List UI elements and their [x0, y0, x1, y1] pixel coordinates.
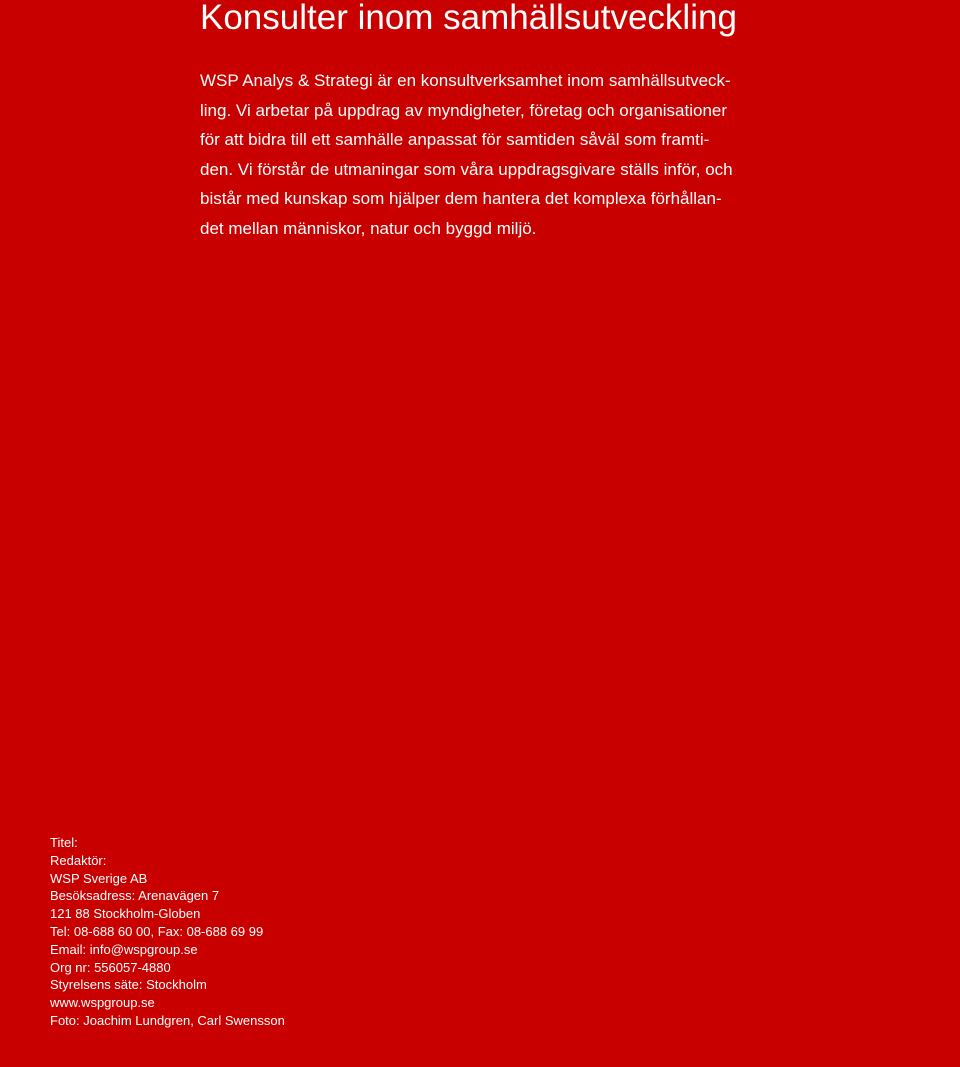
colophon-company: WSP Sverige AB — [50, 870, 148, 886]
colophon — [50, 834, 285, 1030]
colophon-title-label: Titel: — [50, 835, 78, 850]
intro-line-1: WSP Analys & Strategi är en konsultverksamhet inom samhällsutveck- — [200, 71, 731, 90]
intro-line-3: för att bidra till ett samhälle anpassat för samtiden såväl som framti- — [200, 130, 710, 149]
colophon-editor-label: Redaktör: — [50, 852, 107, 868]
colophon-board-seat: Styrelsens säte: Stockholm — [50, 977, 207, 993]
colophon-visiting-address: Besöksadress: Arenavägen 7 — [50, 888, 220, 904]
colophon-postal-address: 121 88 Stockholm-Globen — [50, 906, 201, 922]
page-title: Konsulter inom samhällsutveckling — [200, 0, 737, 37]
colophon-email: Email: info@wspgroup.se — [50, 941, 198, 957]
intro-line-5: bistår med kunskap som hjälper dem hantera det komplexa förhållan- — [200, 189, 722, 208]
intro-line-4: den. Vi förstår de utmaningar som våra uppdragsgivare ställs inför, och — [200, 159, 733, 179]
intro-line-6: det mellan människor, natur och byggd miljö. — [200, 218, 537, 238]
intro-line-2: ling. Vi arbetar på uppdrag av myndigheter, företag och organisationer — [200, 100, 728, 120]
colophon-phone-fax: Tel: 08-688 60 00, Fax: 08-688 69 99 — [50, 923, 264, 939]
intro-paragraph — [200, 66, 770, 243]
colophon-photo-credit: Foto: Joachim Lundgren, Carl Swensson — [50, 1012, 285, 1028]
colophon-website: www.wspgroup.se — [50, 995, 155, 1011]
colophon-org-number: Org nr: 556057-4880 — [50, 959, 171, 975]
